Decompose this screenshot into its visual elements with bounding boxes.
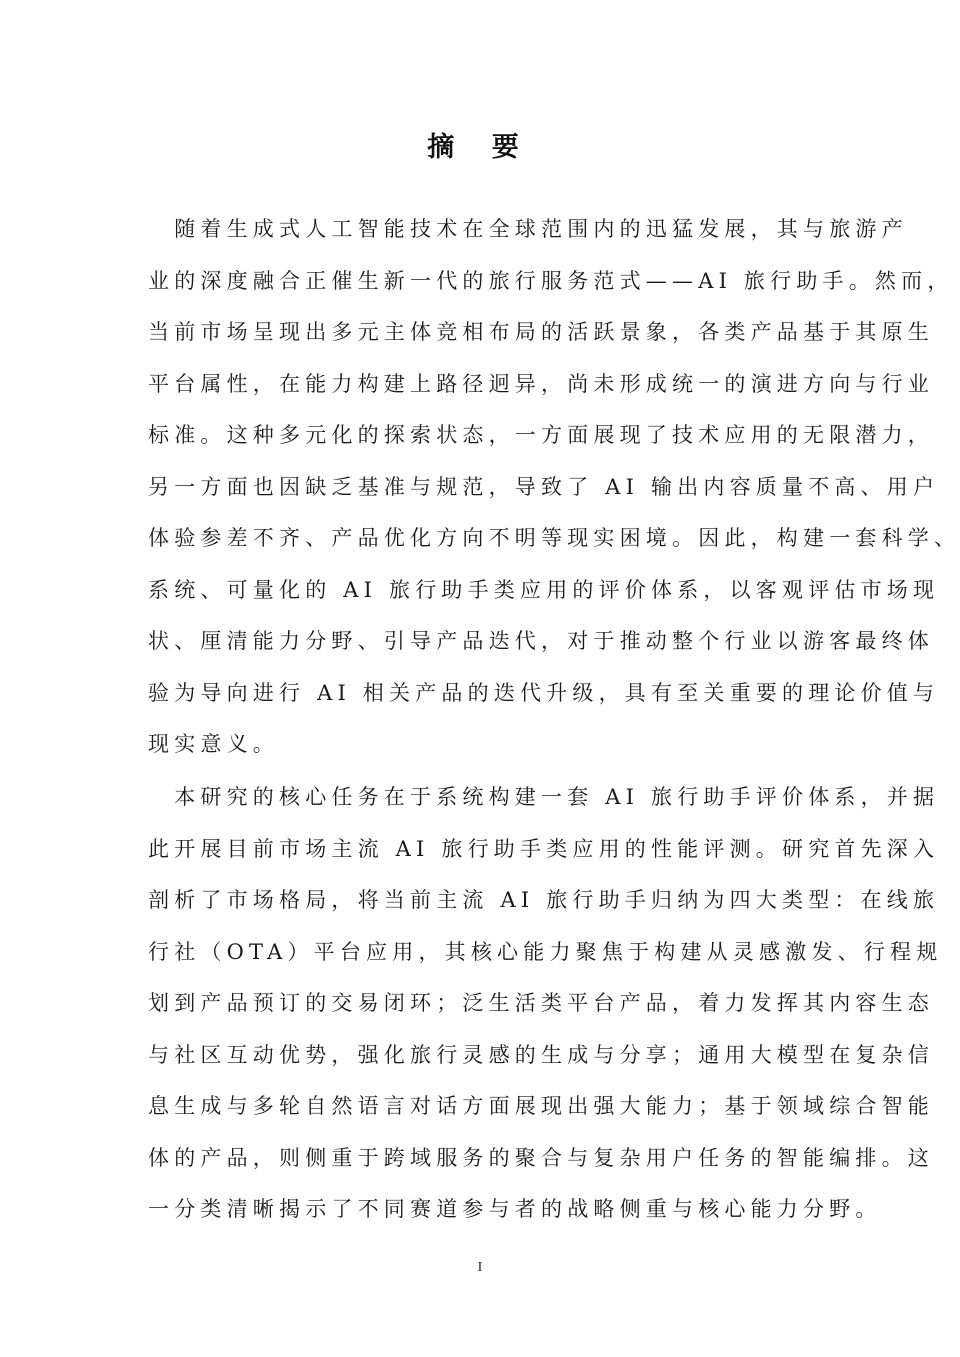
text-line: 体验参差不齐、产品优化方向不明等现实困境。因此，构建一套科学、 — [148, 526, 960, 550]
text-line: 一分类清晰揭示了不同赛道参与者的战略侧重与核心能力分野。 — [148, 1197, 882, 1221]
text-line: 现实意义。 — [148, 732, 279, 756]
text-line: 标准。这种多元化的探索状态，一方面展现了技术应用的无限潜力， — [148, 423, 934, 447]
text-line: 状、厘清能力分野、引导产品迭代，对于推动整个行业以游客最终体 — [148, 629, 934, 653]
text-line: 划到产品预订的交易闭环；泛生活类平台产品，着力发挥其内容生态 — [148, 991, 934, 1015]
text-line: 本研究的核心任务在于系统构建一套 AI 旅行助手评价体系，并据 — [148, 785, 940, 809]
text-line: 剖析了市场格局，将当前主流 AI 旅行助手归纳为四大类型：在线旅 — [148, 888, 940, 912]
text-line: 当前市场呈现出多元主体竞相布局的活跃景象，各类产品基于其原生 — [148, 320, 934, 344]
text-line: 行社（OTA）平台应用，其核心能力聚焦于构建从灵感激发、行程规 — [148, 939, 943, 964]
text-line: 体的产品，则侧重于跨域服务的聚合与复杂用户任务的智能编排。这 — [148, 1145, 934, 1170]
text-line: 与社区互动优势，强化旅行灵感的生成与分享；通用大模型在复杂信 — [148, 1042, 934, 1067]
abstract-paragraph-1 — [148, 204, 960, 771]
page-number: I — [477, 1260, 483, 1275]
text-line: 验为导向进行 AI 相关产品的迭代升级，具有至关重要的理论价值与 — [148, 680, 940, 705]
abstract-paragraph-2 — [148, 772, 943, 1236]
text-line: 随着生成式人工智能技术在全球范围内的迅猛发展，其与旅游产 — [148, 217, 908, 241]
page-title: 摘 要 — [427, 132, 533, 163]
text-line: 系统、可量化的 AI 旅行助手类应用的评价体系，以客观评估市场现 — [148, 577, 940, 602]
text-line: 息生成与多轮自然语言对话方面展现出强大能力；基于领域综合智能 — [148, 1094, 934, 1118]
text-line: 此开展目前市场主流 AI 旅行助手类应用的性能评测。研究首先深入 — [148, 836, 940, 861]
text-line: 另一方面也因缺乏基准与规范，导致了 AI 输出内容质量不高、用户 — [148, 474, 940, 499]
text-line: 业的深度融合正催生新一代的旅行服务范式——AI 旅行助手。然而， — [148, 268, 954, 293]
text-line: 平台属性，在能力构建上路径迥异，尚未形成统一的演进方向与行业 — [148, 371, 934, 396]
